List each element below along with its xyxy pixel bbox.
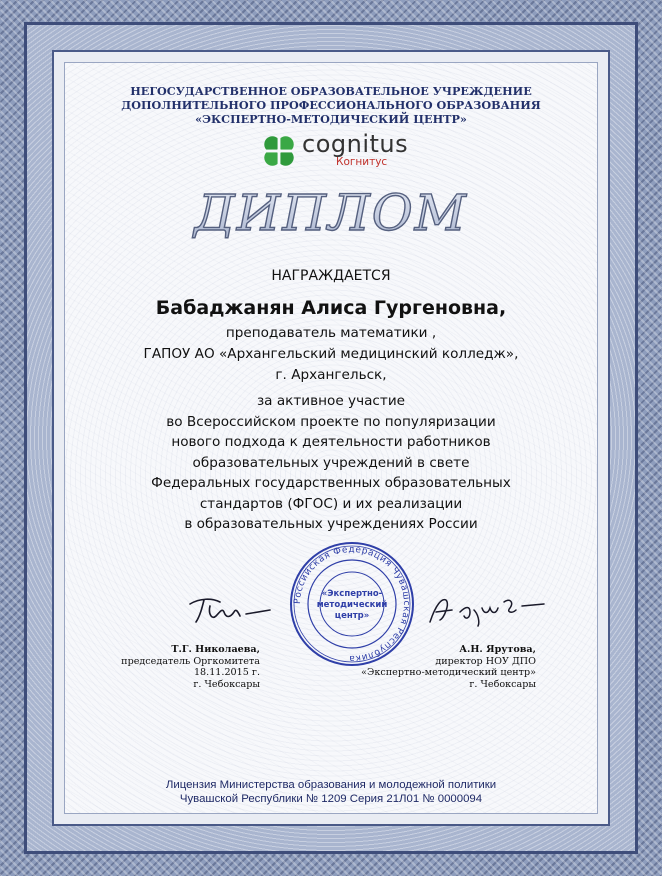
recipient-city: г. Архангельск, (275, 367, 387, 383)
org-line-2: ДОПОЛНИТЕЛЬНОГО ПРОФЕССИОНАЛЬНОГО ОБРАЗОВАНИЯ (121, 98, 541, 112)
stamp-center-line-3: центр» (334, 611, 370, 621)
signatory-right (356, 644, 536, 690)
signature-left (186, 594, 274, 628)
signatory-left (100, 644, 260, 690)
reason-line: нового подхода к деятельности работников (171, 434, 491, 450)
stamp-center-line-1: «Экспертно- (321, 589, 383, 599)
license-line-1: Лицензия Министерства образования и молодежной политики (165, 779, 497, 791)
signatory-left-name: Т.Г. Николаева, (171, 644, 260, 655)
org-line-3: «ЭКСПЕРТНО-МЕТОДИЧЕСКИЙ ЦЕНТР» (195, 112, 467, 126)
license-info (0, 778, 662, 806)
organization-header (0, 84, 662, 126)
recipient-institution: ГАПОУ АО «Архангельский медицинский колледж», (143, 346, 519, 362)
license-line-2: Чувашской Республики № 1209 Серия 21Л01 № 0000094 (179, 793, 483, 805)
signatory-left-city: г. Чебоксары (193, 678, 260, 690)
logo-text-en: cognitus (302, 130, 409, 158)
stamp-outer-text: Российская Федерация Чувашская Республика (292, 544, 412, 664)
clover-icon (260, 132, 298, 170)
org-line-1: НЕГОСУДАРСТВЕННОЕ ОБРАЗОВАТЕЛЬНОЕ УЧРЕЖДЕНИЕ (130, 84, 532, 98)
recipient-position: преподаватель математики , (225, 325, 437, 341)
signatory-right-org: «Экспертно-методический центр» (361, 667, 536, 679)
reason-line: в образовательных учреждениях России (184, 516, 478, 532)
reason-line: Федеральных государственных образовательных (151, 475, 511, 491)
signatory-left-date: 18.11.2015 г. (193, 667, 260, 679)
cognitus-logo (258, 132, 418, 172)
recipient-details (0, 323, 662, 386)
reason-line: во Всероссийском проекте по популяризации (166, 413, 496, 430)
awarded-label: НАГРАЖДАЕТСЯ (271, 268, 391, 284)
signature-right (426, 592, 546, 630)
signatory-right-role: директор НОУ ДПО (435, 655, 536, 667)
reason-line: стандартов (ФГОС) и их реализации (199, 495, 463, 512)
title-text: ДИПЛОМ (194, 184, 468, 240)
signatory-right-name: А.Н. Ярутова, (459, 644, 536, 655)
signatory-right-city: г. Чебоксары (469, 678, 536, 690)
recipient-name: Бабаджанян Алиса Гургеновна, (155, 297, 507, 319)
signatory-left-role: председатель Оргкомитета (121, 655, 260, 667)
reason-line: за активное участие (256, 393, 406, 409)
diploma-title (0, 180, 662, 240)
stamp-center-line-2: методический (316, 600, 388, 610)
reason-line: образовательных учреждений в свете (192, 454, 470, 471)
logo-text-ru: Когнитус (336, 156, 388, 168)
award-reason (0, 391, 662, 535)
